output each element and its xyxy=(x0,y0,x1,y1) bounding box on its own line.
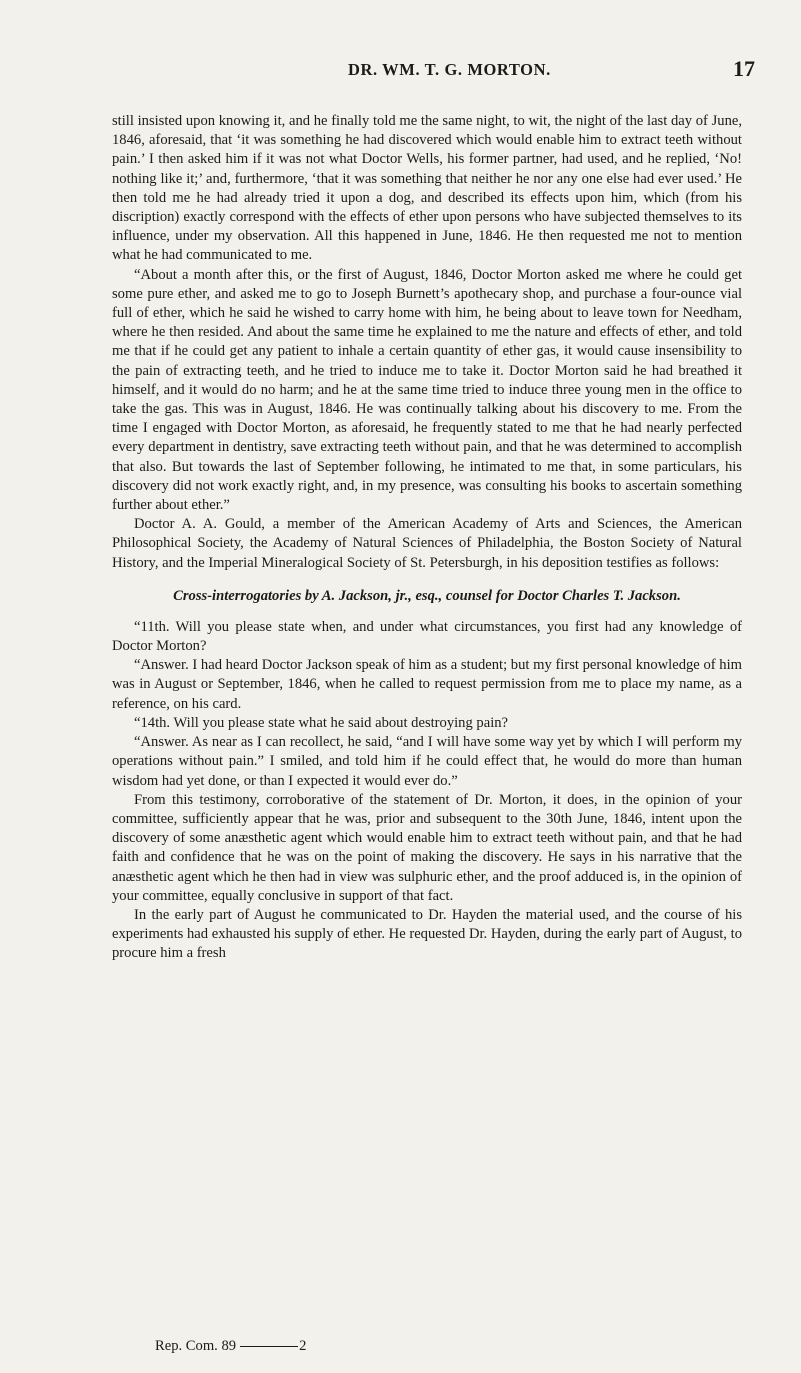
body-text xyxy=(112,112,742,964)
answer-11: “Answer. I had heard Doctor Jackson speak of him as a student; but my first personal knowledge of him was in August or September, 1846, when he called to request permission from me to place my name, as a reference, on his card. xyxy=(112,657,742,712)
signature-mark xyxy=(155,1338,306,1355)
cross-interrogatories-heading: Cross-interrogatories by A. Jackson, jr., esq., counsel for Doctor Charles T. Jackson. xyxy=(173,587,681,604)
paragraph-3: Doctor A. A. Gould, a member of the American Academy of Arts and Sciences, the American Philosophical Society, the Academy of Natural Sciences of Philadelphia, the Boston Society of Natural History, and the Imperial Mineralogical Society of St. Petersburgh, in his deposition testifies as follows: xyxy=(112,516,742,571)
signature-left: Rep. Com. 89 xyxy=(155,1338,237,1354)
question-14: “14th. Will you please state what he said about destroying pain? xyxy=(134,714,509,731)
paragraph-2: “About a month after this, or the first of August, 1846, Doctor Morton asked me where he could get some pure ether, and asked me to go to Joseph Burnett’s apothecary shop, and purchase a four-ounce vial full of ether, which he said he wished to carry home with him, he being about to leave town for Needham, where he then resided. And about the same time he explained to me the nature and effects of ether, and told me that if he could get any patient to inhale a certain quantity of ether gas, it would cause insensibility to the pain of extracting teeth, and he tried to induce me to take it. Doctor Morton said he had breathed it himself, and it would do no harm; and he at the same time tried to induce three young men in the office to take the gas. This was in August, 1846. He was continually talking about his discovery to me. From the time I engaged with Doctor Morton, as aforesaid, he frequently stated to me that he had nearly perfected every department in dentistry, save extracting teeth without pain, and that he was determined to accomplish that also. But towards the last of September following, he intimated to me that, in some particulars, his discovery did not work exactly right, and, in my presence, was consulting his books to ascertain something further about ether.” xyxy=(112,266,742,514)
page-number: 17 xyxy=(733,56,755,81)
answer-14: “Answer. As near as I can recollect, he said, “and I will have some way yet by which I will perform my operations without pain.” I smiled, and told him if he could effect that, he would do more than human wisdom had yet done, or than I expected it would ever do.” xyxy=(112,734,742,789)
signature-right: 2 xyxy=(299,1338,307,1354)
paragraph-1: still insisted upon knowing it, and he finally told me the same night, to wit, the night of the last day of June, 1846, aforesaid, that ‘it was something he had discovered which would enable him to extract teeth without pain.’ I then asked him if it was not what Doctor Wells, his former partner, had used, and he replied, ‘No! nothing like it;’ and, furthermore, ‘that it was something that neither he nor any one else had ever used.’ He then told me he had already tried it upon a dog, and described its effects upon him, which (from his discription) exactly correspond with the effects of ether upon persons who have subjected themselves to its influence, under my observation. All this happened in June, 1846. He then requested me not to mention what he had communicated to me. xyxy=(112,113,742,264)
running-head xyxy=(0,56,801,84)
question-11: “11th. Will you please state when, and under what circumstances, you first had any knowledge of Doctor Morton? xyxy=(112,618,742,655)
hayden-paragraph: In the early part of August he communicated to Dr. Hayden the material used, and the course of his experiments had exhausted his supply of ether. He requested Dr. Hayden, during the early part of August, to procure him a fresh xyxy=(112,906,742,962)
committee-paragraph: From this testimony, corroborative of the statement of Dr. Morton, it does, in the opinion of your committee, sufficiently appear that he was, prior and subsequent to the 30th June, 1846, intent upon the discovery of some anæsthetic agent which would enable him to extract teeth without pain, and that he had faith and confidence that he was on the point of making the discovery. He says in his narrative that the anæsthetic agent which he then had in view was sulphuric ether, and the proof adduced is, in the opinion of your committee, equally conclusive in support of that fact. xyxy=(112,791,742,904)
signature-rule xyxy=(240,1346,298,1347)
running-title: DR. WM. T. G. MORTON. xyxy=(348,60,551,79)
